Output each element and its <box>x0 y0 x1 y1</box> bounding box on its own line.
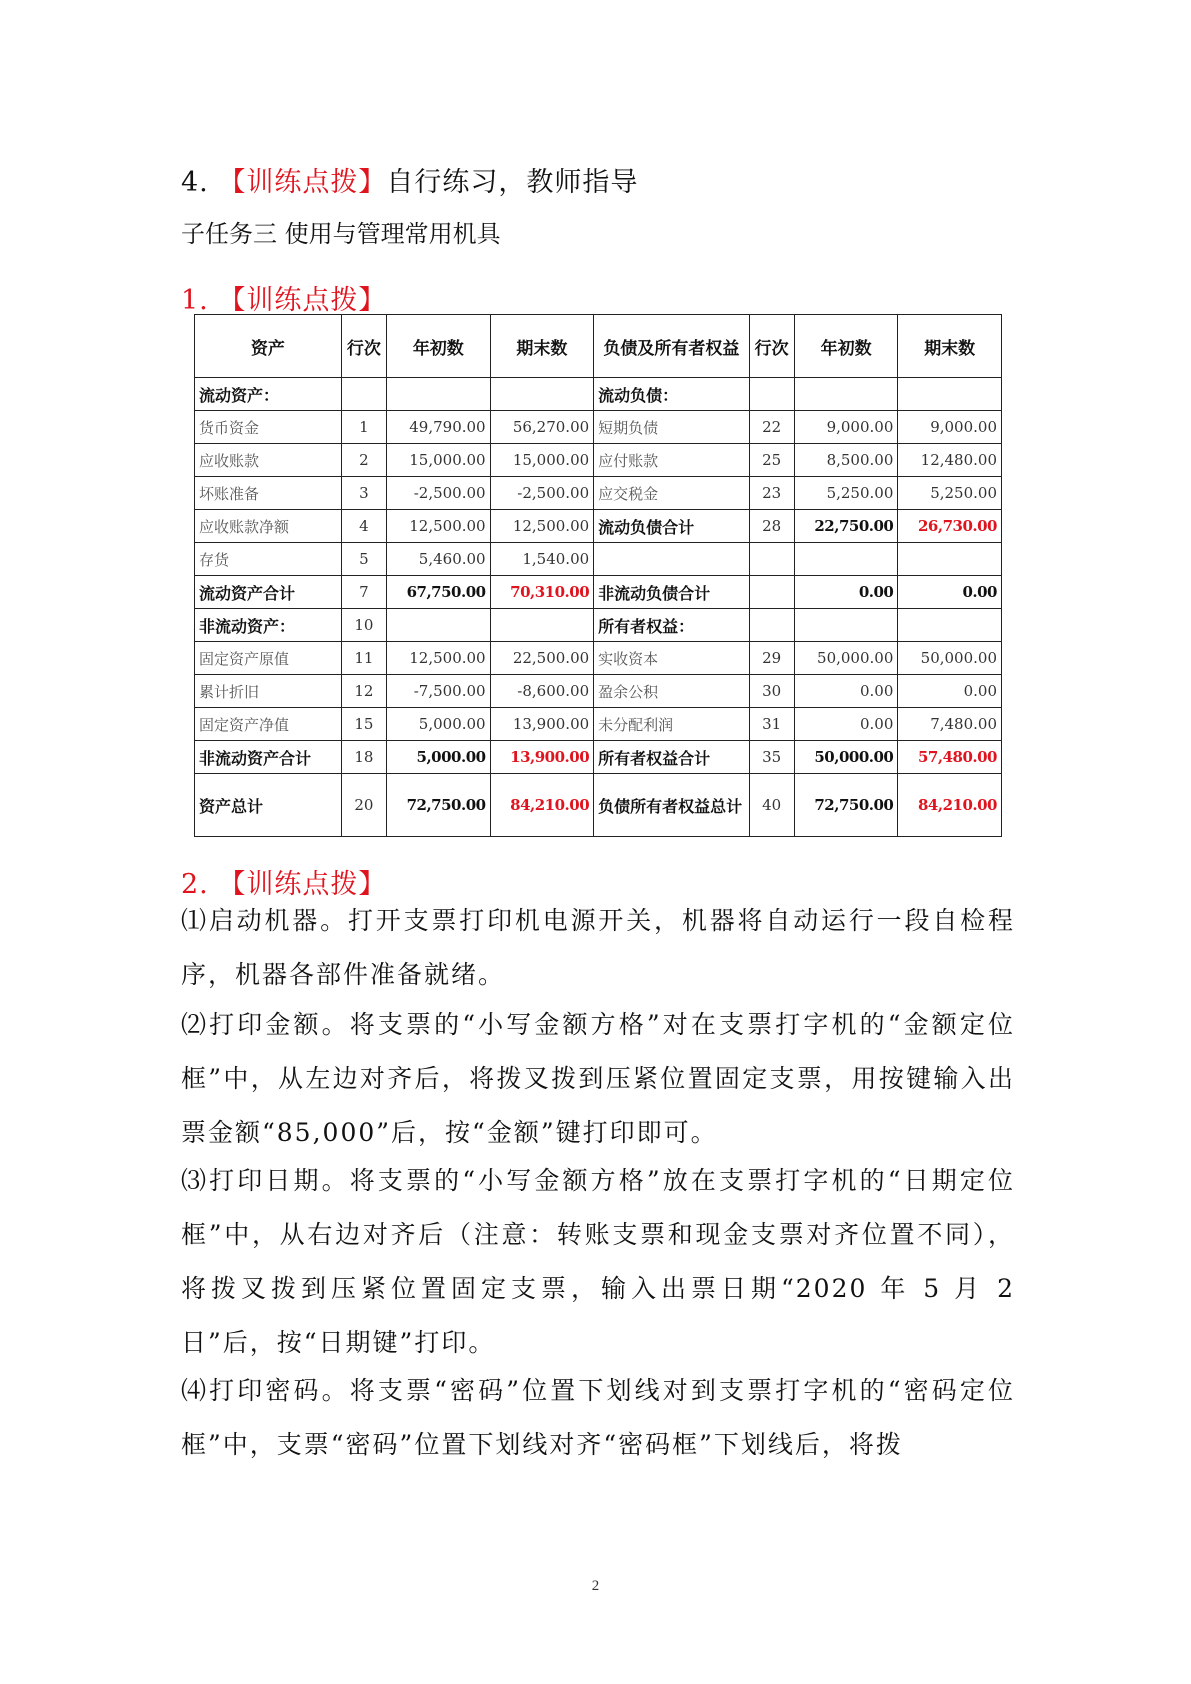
table-cell: 84,210.00 <box>898 774 1002 837</box>
table-cell: -2,500.00 <box>387 477 491 510</box>
table-cell: 49,790.00 <box>387 411 491 444</box>
table-cell: -7,500.00 <box>387 675 491 708</box>
table-cell: 0.00 <box>898 576 1002 609</box>
table-cell <box>749 378 794 411</box>
table-cell: 22 <box>749 411 794 444</box>
table-cell <box>387 609 491 642</box>
table-cell: 7 <box>341 576 386 609</box>
table-cell <box>749 543 794 576</box>
table-cell: 3 <box>341 477 386 510</box>
table-cell: 18 <box>341 741 386 774</box>
table-cell: 31 <box>749 708 794 741</box>
table-cell: 0.00 <box>794 576 898 609</box>
table-row <box>195 576 1002 609</box>
table-cell: 未分配利润 <box>594 708 749 741</box>
table-cell: 固定资产原值 <box>195 642 342 675</box>
table-cell: 13,900.00 <box>490 741 594 774</box>
section-heading-4: 4. 【训练点拨】自行练习，教师指导 <box>181 167 639 198</box>
section-heading-1: 1. 【训练点拨】 <box>181 285 387 316</box>
table-cell: 存货 <box>195 543 342 576</box>
table-cell: 0.00 <box>898 675 1002 708</box>
table-cell: 12,500.00 <box>387 642 491 675</box>
table-cell: 累计折旧 <box>195 675 342 708</box>
table-cell: 7,480.00 <box>898 708 1002 741</box>
table-cell: 35 <box>749 741 794 774</box>
table-cell: 1 <box>341 411 386 444</box>
table-cell: 资产总计 <box>195 774 342 837</box>
table-cell: 67,750.00 <box>387 576 491 609</box>
table-cell <box>594 543 749 576</box>
header-cell: 资产 <box>195 315 342 378</box>
table-cell: 11 <box>341 642 386 675</box>
table-cell: 15,000.00 <box>490 444 594 477</box>
table-cell: 5,000.00 <box>387 708 491 741</box>
table-cell: 应交税金 <box>594 477 749 510</box>
section-heading-2: 2. 【训练点拨】 <box>181 869 387 900</box>
table-cell: -8,600.00 <box>490 675 594 708</box>
table-cell <box>490 378 594 411</box>
table-cell: 25 <box>749 444 794 477</box>
table-cell: 8,500.00 <box>794 444 898 477</box>
table-row <box>195 411 1002 444</box>
table-cell: 5 <box>341 543 386 576</box>
table-cell: 28 <box>749 510 794 543</box>
table-row <box>195 543 1002 576</box>
table-cell: 12 <box>341 675 386 708</box>
page-number: 2 <box>591 1578 600 1594</box>
paragraph-1: ⑴启动机器。打开支票打印机电源开关，机器将自动运行一段自检程序，机器各部件准备就绪。 <box>181 906 1015 989</box>
table-cell: 29 <box>749 642 794 675</box>
table-cell <box>898 543 1002 576</box>
table-cell: 5,250.00 <box>898 477 1002 510</box>
table-cell: 22,750.00 <box>794 510 898 543</box>
table-cell: 2 <box>341 444 386 477</box>
table-cell: 22,500.00 <box>490 642 594 675</box>
table-cell: 应收账款 <box>195 444 342 477</box>
paragraph-2: ⑵打印金额。将支票的“小写金额方格”对在支票打字机的“金额定位框”中，从左边对齐后，将拨叉拨到压紧位置固定支票，用按键输入出票金额“85,000”后，按“金额”键打印即可。 <box>181 1010 1015 1147</box>
subtask-title: 子任务三 使用与管理常用机具 <box>181 220 501 248</box>
table-cell: 50,000.00 <box>794 642 898 675</box>
table-cell: 5,250.00 <box>794 477 898 510</box>
balance-sheet-body <box>195 315 1002 837</box>
table-cell: 5,460.00 <box>387 543 491 576</box>
table-cell: 15 <box>341 708 386 741</box>
table-cell: 0.00 <box>794 675 898 708</box>
table-cell <box>794 543 898 576</box>
table-row <box>195 741 1002 774</box>
table-cell <box>794 609 898 642</box>
table-cell: 固定资产净值 <box>195 708 342 741</box>
table-cell: 23 <box>749 477 794 510</box>
table-row <box>195 378 1002 411</box>
table-cell <box>749 609 794 642</box>
table-cell <box>898 609 1002 642</box>
table-row <box>195 510 1002 543</box>
table-cell: 坏账准备 <box>195 477 342 510</box>
table-cell <box>794 378 898 411</box>
table-cell: -2,500.00 <box>490 477 594 510</box>
header-cell: 期末数 <box>490 315 594 378</box>
table-cell: 57,480.00 <box>898 741 1002 774</box>
header-cell: 年初数 <box>387 315 491 378</box>
table-cell: 流动负债： <box>594 378 749 411</box>
table-cell: 40 <box>749 774 794 837</box>
paragraph-4: ⑷打印密码。将支票“密码”位置下划线对到支票打字机的“密码定位框”中，支票“密码”位置下划线对齐“密码框”下划线后，将拨 <box>181 1376 1015 1459</box>
table-cell: 10 <box>341 609 386 642</box>
table-cell: 13,900.00 <box>490 708 594 741</box>
table-cell: 负债所有者权益总计 <box>594 774 749 837</box>
header-cell: 负债及所有者权益 <box>594 315 749 378</box>
table-cell: 9,000.00 <box>794 411 898 444</box>
table-cell: 0.00 <box>794 708 898 741</box>
table-cell: 72,750.00 <box>387 774 491 837</box>
table-cell: 应收账款净额 <box>195 510 342 543</box>
table-row <box>195 477 1002 510</box>
table-row <box>195 444 1002 477</box>
header-cell: 年初数 <box>794 315 898 378</box>
table-cell: 72,750.00 <box>794 774 898 837</box>
table-cell: 流动资产： <box>195 378 342 411</box>
table-cell: 实收资本 <box>594 642 749 675</box>
table-cell: 非流动负债合计 <box>594 576 749 609</box>
table-cell: 12,480.00 <box>898 444 1002 477</box>
table-cell: 70,310.00 <box>490 576 594 609</box>
table-cell <box>749 576 794 609</box>
table-cell: 1,540.00 <box>490 543 594 576</box>
table-cell: 30 <box>749 675 794 708</box>
table-cell: 所有者权益： <box>594 609 749 642</box>
table-cell: 50,000.00 <box>898 642 1002 675</box>
table-cell: 15,000.00 <box>387 444 491 477</box>
header-cell: 期末数 <box>898 315 1002 378</box>
table-cell: 5,000.00 <box>387 741 491 774</box>
table-cell: 流动负债合计 <box>594 510 749 543</box>
table-header-row <box>195 315 1002 378</box>
table-cell <box>387 378 491 411</box>
table-cell: 9,000.00 <box>898 411 1002 444</box>
table-cell: 12,500.00 <box>387 510 491 543</box>
paragraph-3: ⑶打印日期。将支票的“小写金额方格”放在支票打字机的“日期定位框”中，从右边对齐后（注意：转账支票和现金支票对齐位置不同），将拨叉拨到压紧位置固定支票，输入出票日期“2020 年 5 月 2 日”后，按“日期键”打印。 <box>181 1166 1015 1357</box>
table-cell: 12,500.00 <box>490 510 594 543</box>
table-row <box>195 708 1002 741</box>
table-cell: 20 <box>341 774 386 837</box>
header-cell: 行次 <box>749 315 794 378</box>
table-cell: 应付账款 <box>594 444 749 477</box>
header-cell: 行次 <box>341 315 386 378</box>
table-cell: 流动资产合计 <box>195 576 342 609</box>
table-cell: 4 <box>341 510 386 543</box>
table-cell: 短期负债 <box>594 411 749 444</box>
table-cell: 84,210.00 <box>490 774 594 837</box>
table-cell: 所有者权益合计 <box>594 741 749 774</box>
heading-4-rest: 自行练习，教师指导 <box>386 167 639 198</box>
table-cell: 非流动资产合计 <box>195 741 342 774</box>
balance-sheet-table <box>194 314 1002 837</box>
table-cell <box>341 378 386 411</box>
table-cell: 50,000.00 <box>794 741 898 774</box>
table-row <box>195 609 1002 642</box>
table-cell <box>490 609 594 642</box>
table-row <box>195 642 1002 675</box>
table-cell: 56,270.00 <box>490 411 594 444</box>
table-cell: 货币资金 <box>195 411 342 444</box>
heading-4-title: 【训练点拨】 <box>218 167 387 198</box>
table-row <box>195 774 1002 837</box>
table-cell: 盈余公积 <box>594 675 749 708</box>
table-cell: 26,730.00 <box>898 510 1002 543</box>
table-row <box>195 675 1002 708</box>
table-cell: 非流动资产： <box>195 609 342 642</box>
table-cell <box>898 378 1002 411</box>
